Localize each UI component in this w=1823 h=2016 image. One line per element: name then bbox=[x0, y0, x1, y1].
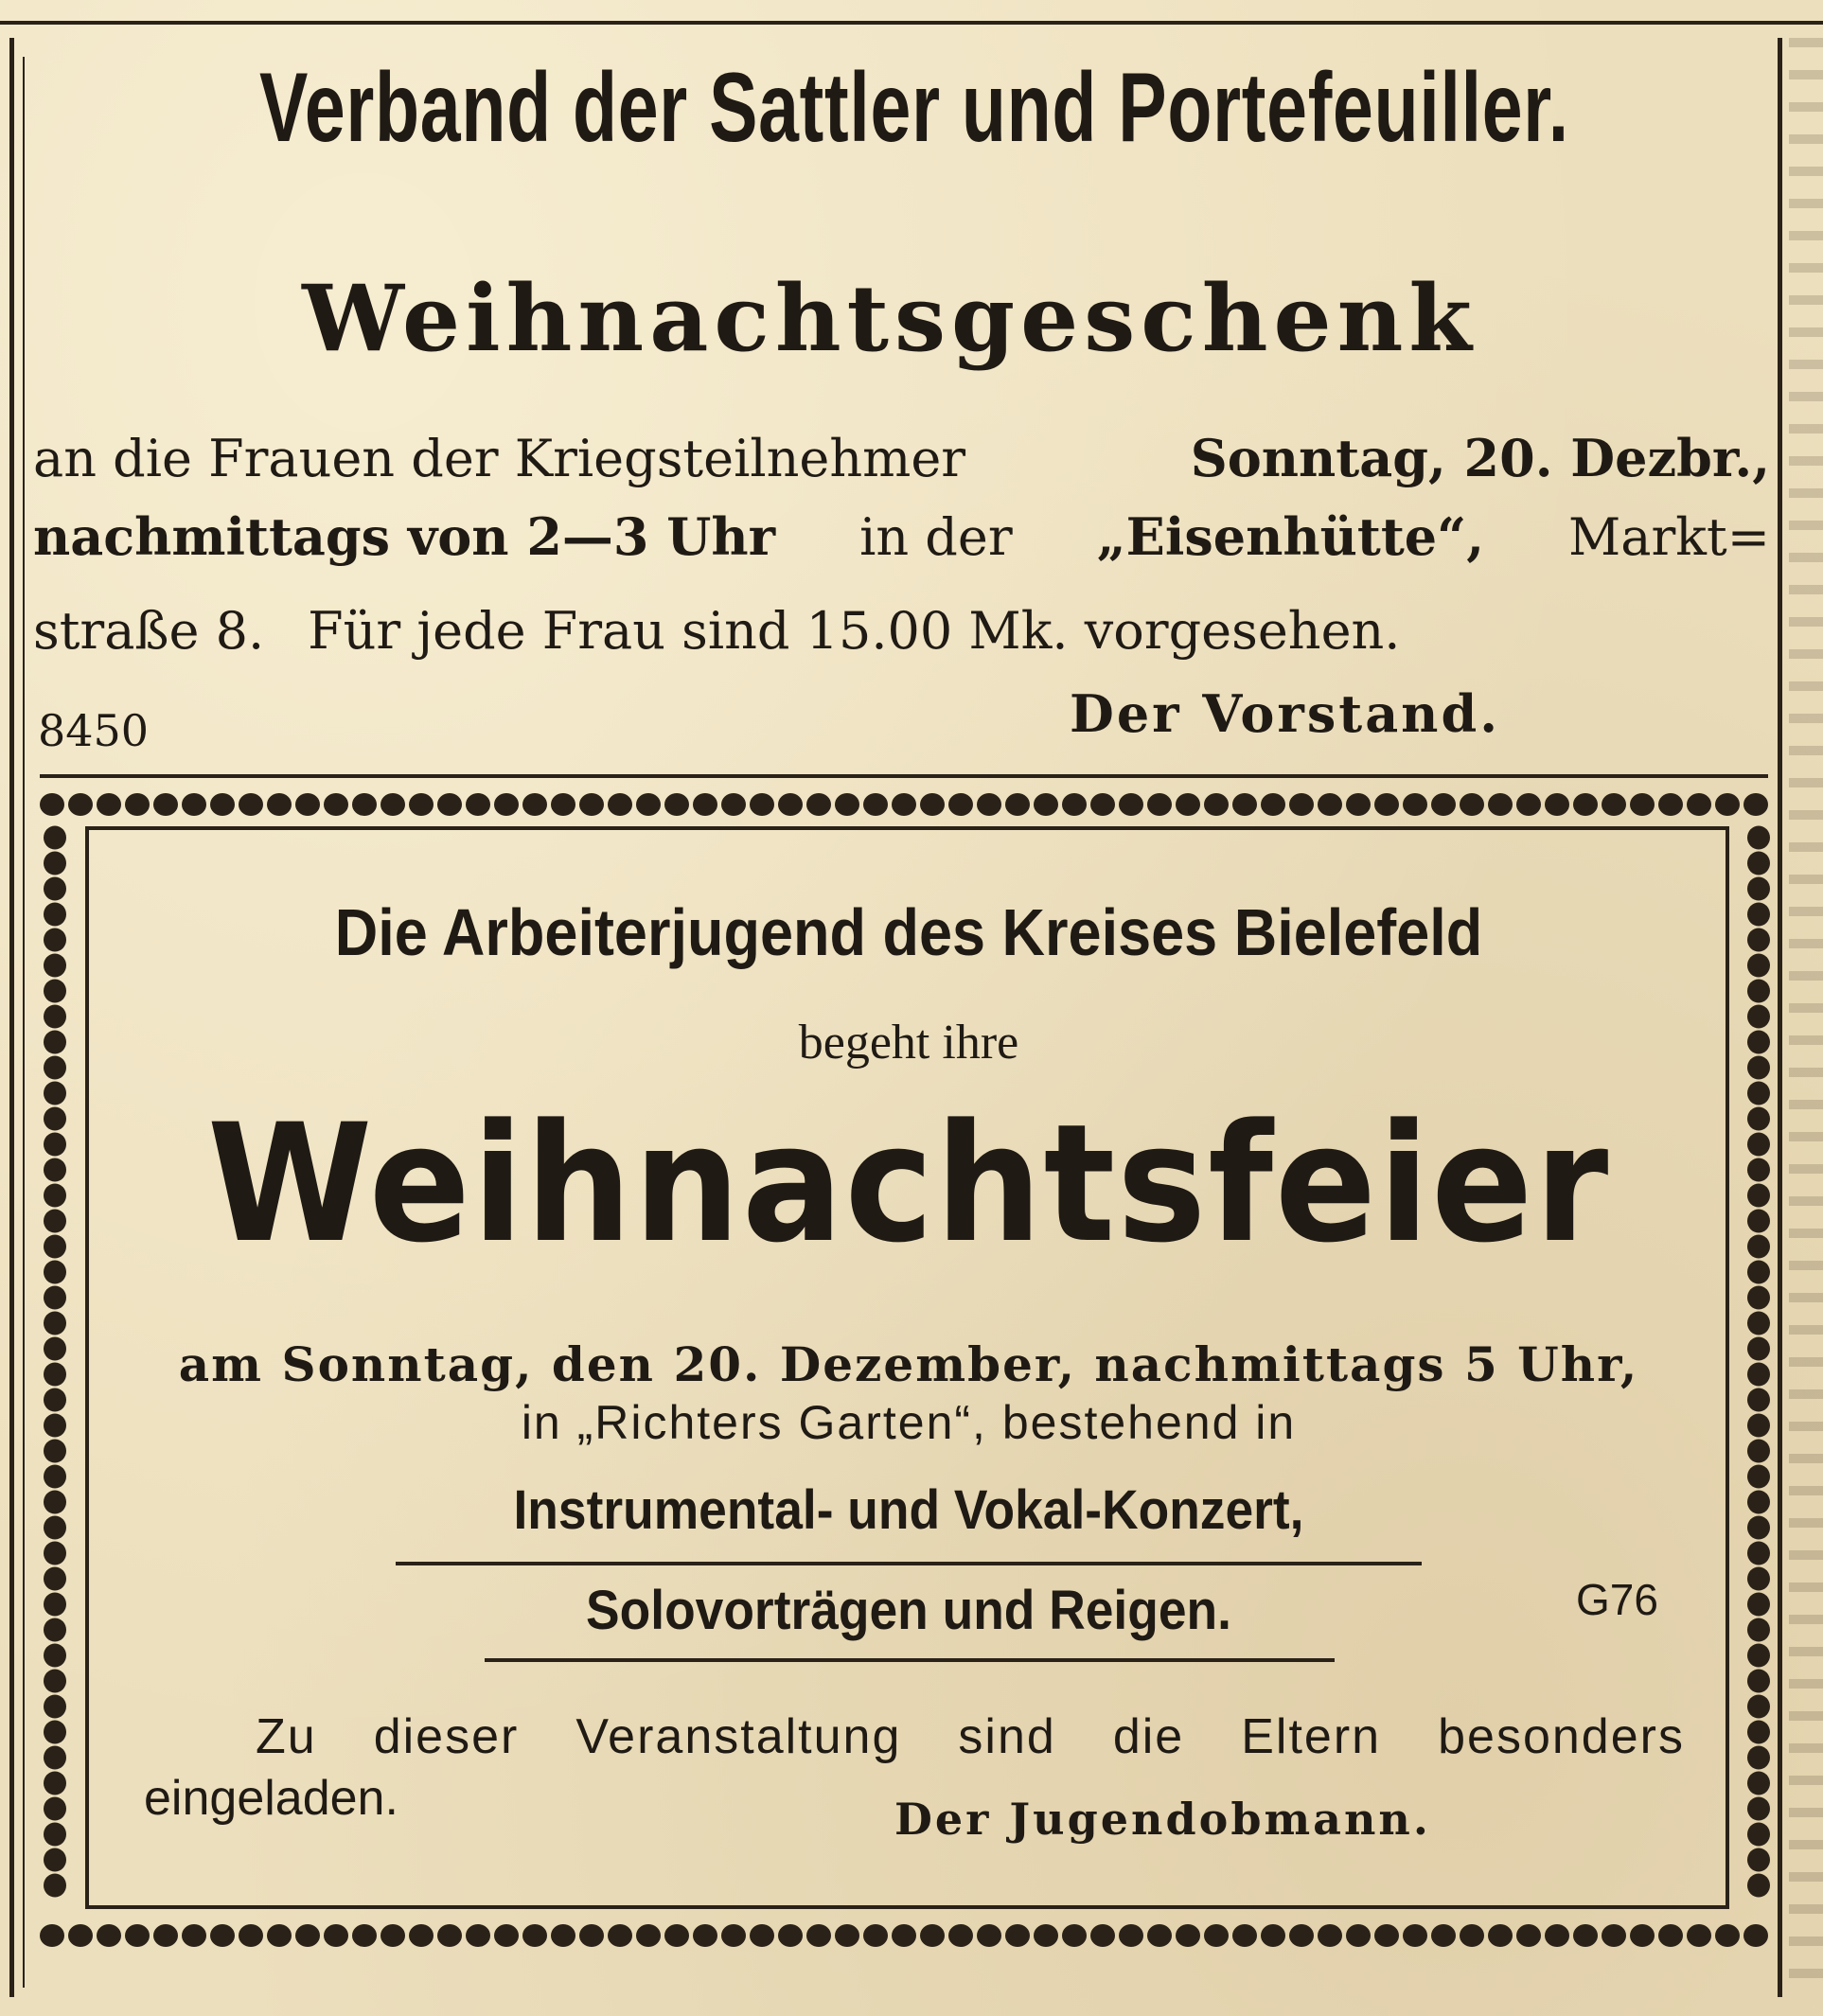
ad2-code: G76 bbox=[1576, 1575, 1658, 1624]
border-bead bbox=[1346, 1924, 1371, 1947]
program-2-underline bbox=[485, 1658, 1335, 1662]
border-bead bbox=[664, 793, 689, 816]
border-bead bbox=[1747, 1746, 1770, 1770]
border-bead bbox=[1573, 1924, 1598, 1947]
border-bead bbox=[1545, 793, 1569, 816]
border-bead bbox=[1747, 1465, 1770, 1489]
border-bead bbox=[1460, 793, 1484, 816]
border-bead bbox=[1403, 1924, 1427, 1947]
border-bead bbox=[267, 793, 292, 816]
border-bead bbox=[1747, 1363, 1770, 1387]
border-bead bbox=[125, 793, 150, 816]
border-bead bbox=[664, 1924, 689, 1947]
border-bead bbox=[1747, 1158, 1770, 1182]
border-bead bbox=[1289, 1924, 1314, 1947]
border-bead bbox=[1747, 1670, 1770, 1693]
border-bead bbox=[1747, 1440, 1770, 1463]
invite-word: Veranstaltung bbox=[575, 1709, 902, 1764]
border-bead bbox=[44, 1363, 66, 1387]
border-bead bbox=[1747, 1542, 1770, 1565]
border-bead bbox=[1630, 793, 1655, 816]
border-bead bbox=[1289, 793, 1314, 816]
border-bead bbox=[44, 1567, 66, 1591]
border-bead bbox=[1658, 793, 1683, 816]
border-bead bbox=[44, 954, 66, 978]
border-bead bbox=[1119, 1924, 1143, 1947]
border-bead bbox=[835, 793, 859, 816]
invite-word: besonders bbox=[1438, 1709, 1685, 1764]
border-bead bbox=[1204, 1924, 1229, 1947]
border-bead bbox=[806, 793, 831, 816]
border-bead bbox=[1747, 1491, 1770, 1514]
border-bead bbox=[1747, 1848, 1770, 1872]
border-bead bbox=[1602, 793, 1626, 816]
border-bead bbox=[267, 1924, 292, 1947]
border-bead bbox=[352, 1924, 377, 1947]
invite-word: die bbox=[1112, 1709, 1185, 1764]
border-bead bbox=[1747, 1823, 1770, 1847]
border-bead bbox=[1062, 1924, 1087, 1947]
border-bead bbox=[239, 793, 263, 816]
invite-word: dieser bbox=[373, 1709, 520, 1764]
border-bead bbox=[494, 1924, 519, 1947]
border-bead bbox=[1747, 1388, 1770, 1412]
border-bead bbox=[210, 793, 235, 816]
border-bead bbox=[466, 1924, 490, 1947]
border-bead bbox=[1747, 826, 1770, 850]
border-bead bbox=[44, 1491, 66, 1514]
border-bead bbox=[44, 826, 66, 850]
border-bead bbox=[1747, 1184, 1770, 1208]
border-bead bbox=[44, 1031, 66, 1054]
border-bead bbox=[44, 1695, 66, 1719]
ad1-title: Verband der Sattler und Portefeuiller. bbox=[259, 53, 1569, 163]
ad2-signature: Der Jugendobmann. bbox=[894, 1794, 1431, 1845]
ad1-line1-date: Sonntag, 20. Dezbr., bbox=[1190, 428, 1770, 488]
border-bead bbox=[494, 793, 519, 816]
border-bead bbox=[892, 793, 916, 816]
ad1-number: 8450 bbox=[38, 705, 150, 756]
border-bead bbox=[1747, 1056, 1770, 1080]
border-bead bbox=[352, 793, 377, 816]
border-bead bbox=[1630, 1924, 1655, 1947]
border-bead bbox=[44, 1465, 66, 1489]
border-bead bbox=[863, 793, 888, 816]
border-bead bbox=[1119, 793, 1143, 816]
border-bead bbox=[44, 1082, 66, 1105]
border-bead bbox=[1204, 793, 1229, 816]
border-bead bbox=[409, 793, 434, 816]
ad2-subtitle: begeht ihre bbox=[798, 1016, 1019, 1070]
border-bead bbox=[778, 1924, 803, 1947]
border-bead bbox=[1747, 1107, 1770, 1131]
ad1-line2-street: Markt= bbox=[1568, 507, 1770, 567]
ad1-signature: Der Vorstand. bbox=[1070, 683, 1500, 744]
border-bead bbox=[522, 793, 547, 816]
border-bead bbox=[551, 1924, 575, 1947]
border-bead bbox=[1747, 928, 1770, 952]
ad2-program-1: Instrumental- und Vokal-Konzert, bbox=[513, 1479, 1304, 1541]
border-bead bbox=[44, 1440, 66, 1463]
border-bead bbox=[920, 793, 945, 816]
border-bead bbox=[1147, 793, 1172, 816]
border-bead bbox=[1090, 793, 1115, 816]
border-bead bbox=[1747, 1261, 1770, 1284]
border-bead bbox=[1261, 1924, 1285, 1947]
border-bead bbox=[1573, 793, 1598, 816]
border-bead bbox=[721, 793, 746, 816]
border-bead bbox=[210, 1924, 235, 1947]
border-bead bbox=[1747, 1772, 1770, 1795]
border-bead bbox=[97, 1924, 121, 1947]
border-bead bbox=[1747, 1005, 1770, 1029]
ad1-line2-time: nachmittags von 2—3 Uhr bbox=[33, 506, 776, 567]
border-bead bbox=[1747, 1337, 1770, 1361]
border-bead bbox=[44, 1056, 66, 1080]
border-bead bbox=[1034, 1924, 1058, 1947]
border-bead bbox=[153, 1924, 178, 1947]
border-bead bbox=[1516, 1924, 1541, 1947]
border-bead bbox=[1545, 1924, 1569, 1947]
border-bead bbox=[1147, 1924, 1172, 1947]
border-bead bbox=[1374, 1924, 1399, 1947]
border-bead bbox=[437, 1924, 462, 1947]
border-bead bbox=[1403, 793, 1427, 816]
ad1-heading: Weihnachtsgeschenk bbox=[302, 265, 1478, 372]
border-bead bbox=[1062, 793, 1087, 816]
border-bead bbox=[1346, 793, 1371, 816]
ad2-invite-end: eingeladen. bbox=[144, 1771, 398, 1826]
border-bead bbox=[182, 793, 206, 816]
border-bead bbox=[44, 1593, 66, 1617]
border-bead bbox=[44, 1516, 66, 1540]
border-bead bbox=[44, 1848, 66, 1872]
border-bead bbox=[693, 1924, 717, 1947]
border-bead bbox=[1747, 1721, 1770, 1744]
border-bead bbox=[636, 1924, 661, 1947]
border-bead bbox=[1034, 793, 1058, 816]
border-bead bbox=[295, 1924, 320, 1947]
border-bead bbox=[1747, 1082, 1770, 1105]
invite-word: sind bbox=[958, 1709, 1056, 1764]
border-bead bbox=[750, 1924, 774, 1947]
border-bead bbox=[1431, 1924, 1456, 1947]
border-bead bbox=[1431, 793, 1456, 816]
border-bead bbox=[1747, 954, 1770, 978]
border-bead bbox=[636, 793, 661, 816]
border-bead bbox=[1747, 1516, 1770, 1540]
border-bead bbox=[409, 1924, 434, 1947]
border-bead bbox=[1747, 1210, 1770, 1233]
border-bead bbox=[1747, 1618, 1770, 1642]
border-bead bbox=[1715, 793, 1740, 816]
border-bead bbox=[1687, 1924, 1711, 1947]
border-bead bbox=[608, 1924, 632, 1947]
ad1-line3-amount: Für jede Frau sind 15.00 Mk. vorgesehen. bbox=[308, 601, 1401, 661]
border-bead bbox=[40, 1924, 64, 1947]
border-bead bbox=[44, 1644, 66, 1668]
ad2-invite-line bbox=[256, 1708, 1685, 1765]
border-bead bbox=[863, 1924, 888, 1947]
border-bead bbox=[44, 1414, 66, 1438]
border-bead bbox=[44, 1312, 66, 1335]
border-bead bbox=[44, 1542, 66, 1565]
border-bead bbox=[1747, 1567, 1770, 1591]
border-bead bbox=[1488, 793, 1513, 816]
border-bead bbox=[1602, 1924, 1626, 1947]
border-bead bbox=[1747, 852, 1770, 875]
border-bead bbox=[1460, 1924, 1484, 1947]
border-bead bbox=[1747, 1797, 1770, 1821]
border-bead bbox=[324, 793, 348, 816]
border-bead bbox=[1005, 1924, 1030, 1947]
border-bead bbox=[920, 1924, 945, 1947]
border-bead bbox=[1747, 1695, 1770, 1719]
border-bead bbox=[1747, 877, 1770, 901]
border-bead bbox=[892, 1924, 916, 1947]
border-bead bbox=[1516, 793, 1541, 816]
border-bead bbox=[125, 1924, 150, 1947]
border-bead bbox=[1232, 793, 1257, 816]
border-bead bbox=[1374, 793, 1399, 816]
border-bead bbox=[750, 793, 774, 816]
ad1-line2-venue: „Eisenhütte“, bbox=[1096, 506, 1485, 567]
ad2-title: Die Arbeiterjugend des Kreises Bielefeld bbox=[334, 895, 1483, 969]
border-bead bbox=[977, 1924, 1001, 1947]
border-bead bbox=[44, 1210, 66, 1233]
border-bead bbox=[239, 1924, 263, 1947]
border-bead bbox=[835, 1924, 859, 1947]
border-bead bbox=[68, 793, 93, 816]
border-bead bbox=[44, 1823, 66, 1847]
border-bead bbox=[1658, 1924, 1683, 1947]
border-bead bbox=[721, 1924, 746, 1947]
border-bead bbox=[1232, 1924, 1257, 1947]
border-bead bbox=[68, 1924, 93, 1947]
border-bead bbox=[44, 1670, 66, 1693]
invite-word: Zu bbox=[256, 1709, 317, 1764]
border-bead bbox=[182, 1924, 206, 1947]
border-bead bbox=[693, 793, 717, 816]
border-bead bbox=[44, 1184, 66, 1208]
border-bead bbox=[97, 793, 121, 816]
border-bead bbox=[44, 1388, 66, 1412]
ad2-location-line: in „Richters Garten“, bestehend in bbox=[521, 1396, 1297, 1449]
border-bead bbox=[1090, 1924, 1115, 1947]
border-bead bbox=[579, 793, 604, 816]
border-bead bbox=[948, 1924, 973, 1947]
border-bead bbox=[948, 793, 973, 816]
ad2-program-2: Solovorträgen und Reigen. bbox=[586, 1580, 1231, 1641]
border-bead bbox=[40, 793, 64, 816]
border-bead bbox=[44, 1618, 66, 1642]
border-bead bbox=[1747, 1133, 1770, 1157]
border-bead bbox=[1743, 793, 1768, 816]
border-bead bbox=[1318, 793, 1342, 816]
border-bead bbox=[44, 1337, 66, 1361]
border-bead bbox=[44, 877, 66, 901]
border-bead bbox=[1747, 1031, 1770, 1054]
border-bead bbox=[44, 1797, 66, 1821]
border-bead bbox=[44, 1107, 66, 1131]
border-bead bbox=[1005, 793, 1030, 816]
border-bead bbox=[1747, 1235, 1770, 1259]
ad1-line2-in: in der bbox=[859, 507, 1013, 567]
border-bead bbox=[608, 793, 632, 816]
border-bead bbox=[1687, 793, 1711, 816]
border-bead bbox=[44, 1133, 66, 1157]
border-bead bbox=[44, 1235, 66, 1259]
program-1-underline bbox=[396, 1562, 1422, 1565]
invite-word: Eltern bbox=[1241, 1709, 1382, 1764]
border-bead bbox=[44, 1772, 66, 1795]
border-bead bbox=[1743, 1924, 1768, 1947]
border-bead bbox=[44, 1721, 66, 1744]
border-bead bbox=[44, 928, 66, 952]
border-bead bbox=[466, 793, 490, 816]
border-bead bbox=[551, 793, 575, 816]
ad2-date-line: am Sonntag, den 20. Dezember, nachmittags 5 Uhr, bbox=[178, 1336, 1639, 1392]
border-bead bbox=[44, 1158, 66, 1182]
border-bead bbox=[1176, 793, 1200, 816]
border-bead bbox=[381, 793, 405, 816]
border-bead bbox=[1318, 1924, 1342, 1947]
border-bead bbox=[1747, 1593, 1770, 1617]
ad2-heading: Weihnachtsfeier bbox=[206, 1088, 1611, 1279]
border-bead bbox=[381, 1924, 405, 1947]
border-bead bbox=[44, 1874, 66, 1898]
border-bead bbox=[1747, 1312, 1770, 1335]
border-bead bbox=[977, 793, 1001, 816]
border-bead bbox=[44, 1261, 66, 1284]
border-bead bbox=[1747, 1874, 1770, 1898]
border-bead bbox=[806, 1924, 831, 1947]
border-bead bbox=[1747, 980, 1770, 1003]
ad1-line3-street: straße 8. bbox=[33, 601, 265, 661]
border-bead bbox=[1176, 1924, 1200, 1947]
border-bead bbox=[1261, 793, 1285, 816]
border-bead bbox=[44, 1005, 66, 1029]
border-bead bbox=[1747, 1414, 1770, 1438]
border-bead bbox=[778, 793, 803, 816]
border-bead bbox=[44, 903, 66, 927]
border-bead bbox=[153, 793, 178, 816]
border-bead bbox=[295, 793, 320, 816]
border-bead bbox=[1488, 1924, 1513, 1947]
border-bead bbox=[437, 793, 462, 816]
border-bead bbox=[1747, 1644, 1770, 1668]
ad1-line1-text: an die Frauen der Kriegsteilnehmer bbox=[33, 429, 966, 488]
border-bead bbox=[44, 852, 66, 875]
border-bead bbox=[324, 1924, 348, 1947]
border-bead bbox=[44, 1746, 66, 1770]
border-bead bbox=[44, 1286, 66, 1310]
border-bead bbox=[1715, 1924, 1740, 1947]
border-bead bbox=[579, 1924, 604, 1947]
border-bead bbox=[522, 1924, 547, 1947]
border-bead bbox=[1747, 1286, 1770, 1310]
border-bead bbox=[44, 980, 66, 1003]
border-bead bbox=[1747, 903, 1770, 927]
